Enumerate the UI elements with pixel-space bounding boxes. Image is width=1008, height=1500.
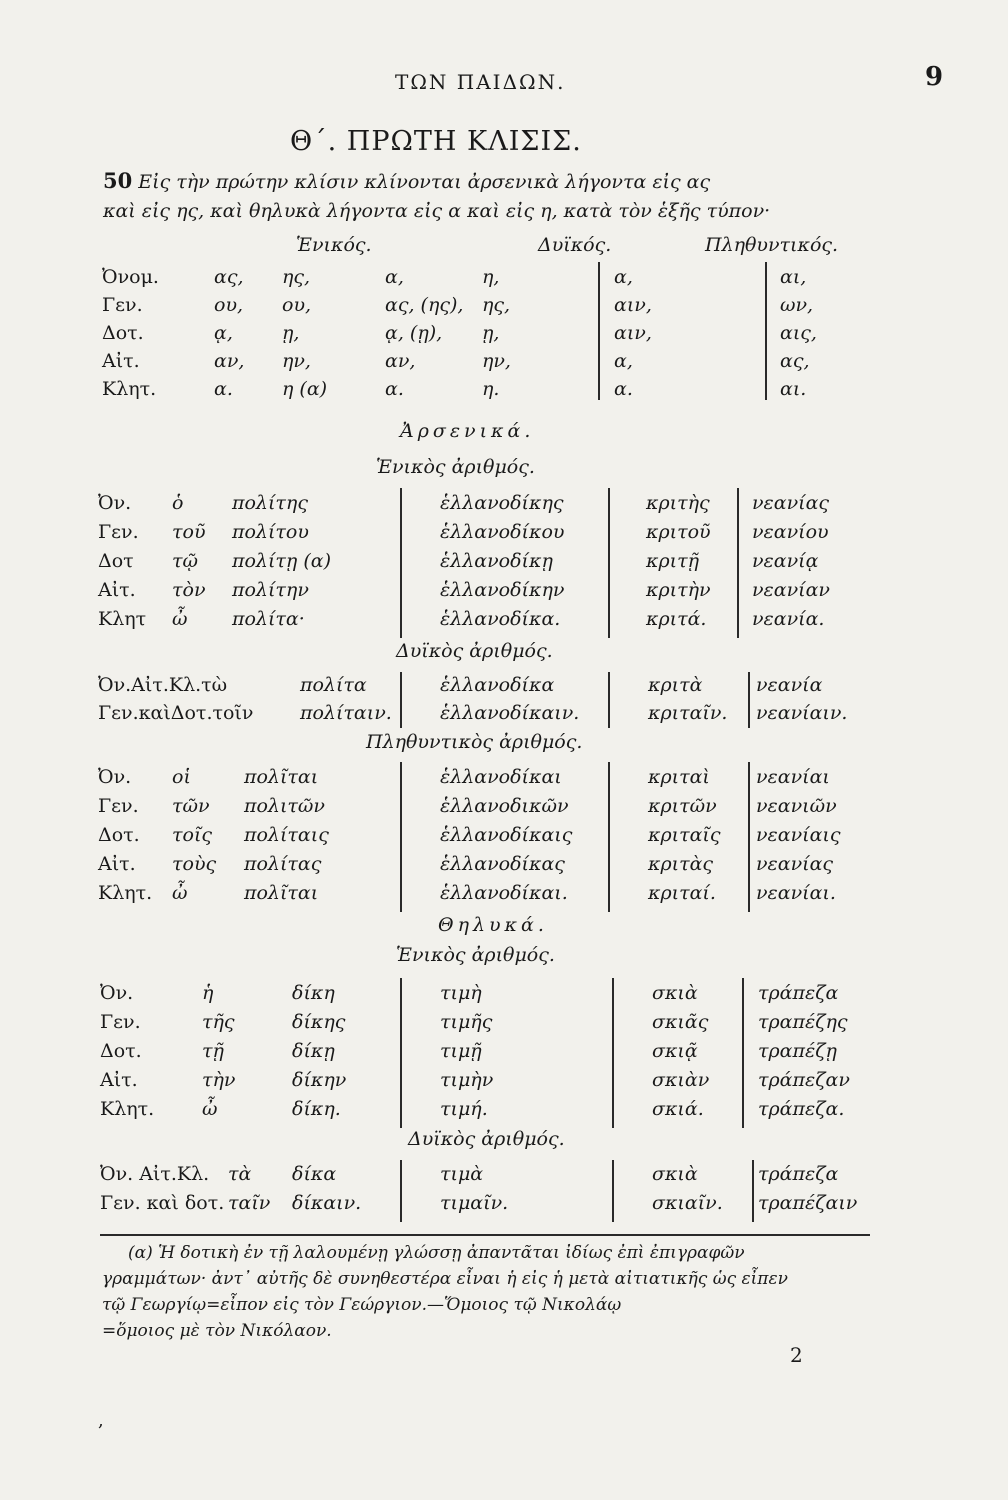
- endings-cell-f2: η.: [482, 378, 500, 400]
- masc-du-cell-case: Ὀν.Αἰτ.Κλ.τὼ: [98, 674, 228, 696]
- endings-cell-case: Ὀνομ.: [102, 266, 159, 288]
- masc-sg-divider-3: [737, 488, 739, 638]
- intro-text-1: Εἰς τὴν πρώτην κλίσιν κλίνονται ἀρσενικὰ λήγοντα εἰς ας: [138, 171, 711, 193]
- endings-cell-f2: η,: [482, 266, 500, 288]
- fem-sg-cell-w4: τράπεζαν: [758, 1069, 850, 1091]
- masculine-heading: Ἀρσενικά.: [400, 420, 535, 442]
- fem-sg-cell-article: τῆς: [202, 1011, 235, 1033]
- masc-sg-cell-w3: κριτοῦ: [646, 521, 711, 543]
- fem-sg-cell-case: Κλητ.: [100, 1098, 155, 1120]
- masc-pl-cell-w3: κριτῶν: [648, 795, 717, 817]
- endings-cell-m1: ου,: [214, 294, 244, 316]
- masc-pl-cell-case: Δοτ.: [98, 824, 140, 846]
- masc-pl-divider-2: [608, 762, 610, 912]
- fem-sg-cell-w4: τραπέζῃ: [758, 1040, 837, 1062]
- masc-pl-divider-3: [748, 762, 750, 912]
- masc-sg-cell-w1: πολίτην: [232, 579, 309, 601]
- masc-pl-cell-w3: κριταῖς: [648, 824, 721, 846]
- intro-line-2: καὶ εἰς ης, καὶ θηλυκὰ λήγοντα εἰς α καὶ εἰς η, κατὰ τὸν ἑξῆς τύπον·: [103, 200, 771, 222]
- masc-pl-cell-case: Ὀν.: [98, 766, 132, 788]
- fem-du-cell-w3: σκιὰ: [652, 1163, 698, 1185]
- endings-cell-case: Κλητ.: [102, 378, 157, 400]
- masc-du-cell-w4: νεανία: [756, 674, 823, 696]
- endings-cell-f1: ας, (ης),: [385, 294, 464, 316]
- endings-cell-dual: αιν,: [614, 322, 652, 344]
- masc-pl-cell-w2: ἑλλανοδίκαι.: [440, 882, 568, 904]
- masc-pl-cell-w3: κριταὶ: [648, 766, 710, 788]
- fem-sg-cell-w3: σκιά.: [652, 1098, 704, 1120]
- fem-sg-cell-w3: σκιᾷ: [652, 1040, 698, 1062]
- fem-du-cell-article: τὰ: [228, 1163, 252, 1185]
- masc-sg-cell-w4: νεανίου: [752, 521, 829, 543]
- masc-sg-cell-case: Αἰτ.: [98, 579, 136, 601]
- masc-du-divider-1: [400, 672, 402, 728]
- endings-cell-m2: η (α): [282, 378, 328, 400]
- footnote-rule: [100, 1234, 870, 1236]
- endings-cell-f2: ης,: [482, 294, 511, 316]
- masc-pl-cell-article: οἱ: [172, 766, 191, 788]
- endings-cell-m1: ας,: [214, 266, 244, 288]
- running-title: ΤΩΝ ΠΑΙΔΩΝ.: [395, 70, 566, 94]
- masc-sg-cell-w2: ἑλλανοδίκου: [440, 521, 565, 543]
- fem-sg-cell-article: ἡ: [202, 982, 214, 1004]
- endings-cell-m2: ου,: [282, 294, 312, 316]
- endings-header-singular: Ἑνικός.: [296, 234, 372, 256]
- masc-pl-cell-w2: ἑλλανοδίκας: [440, 853, 565, 875]
- masc-du-cell-case: Γεν.καὶΔοτ.τοῖν: [98, 702, 254, 724]
- endings-cell-m1: ᾳ,: [214, 322, 233, 344]
- margin-mark: ,: [98, 1410, 104, 1431]
- footnote-line-1: (α) Ἡ δοτικὴ ἐν τῇ λαλουμένῃ γλώσσῃ ἀπαντᾶται ἰδίως ἐπὶ ἐπιγραφῶν: [128, 1243, 745, 1263]
- fem-sg-cell-article: ὦ: [202, 1098, 218, 1120]
- masc-pl-cell-w4: νεανίαι: [756, 766, 830, 788]
- fem-sg-cell-w2: τιμῇ: [440, 1040, 482, 1062]
- fem-sg-cell-case: Ὀν.: [100, 982, 134, 1004]
- masc-pl-cell-w2: ἑλλανοδικῶν: [440, 795, 569, 817]
- fem-du-cell-w2: τιμὰ: [440, 1163, 484, 1185]
- fem-sg-cell-w3: σκιᾶς: [652, 1011, 709, 1033]
- masc-pl-cell-w1: πολῖται: [244, 882, 319, 904]
- endings-cell-f1: αν,: [385, 350, 416, 372]
- fem-sg-cell-article: τῇ: [202, 1040, 224, 1062]
- masc-sg-cell-w2: ἑλλανοδίκα.: [440, 608, 561, 630]
- masc-pl-divider-1: [400, 762, 402, 912]
- fem-sg-cell-w3: σκιὰν: [652, 1069, 710, 1091]
- fem-singular-caption: Ἑνικὸς ἀριθμός.: [396, 944, 555, 966]
- masc-sg-cell-w2: ἑλλανοδίκῃ: [440, 550, 553, 572]
- masc-sg-cell-w1: πολίτῃ (α): [232, 550, 332, 572]
- endings-cell-m2: ην,: [282, 350, 311, 372]
- fem-du-cell-case: Ὀν. Αἰτ.Κλ.: [100, 1163, 210, 1185]
- endings-cell-m2: ῃ,: [282, 322, 300, 344]
- masc-du-cell-w1: πολίταιν.: [300, 702, 392, 724]
- masc-sg-cell-w3: κριτά.: [646, 608, 707, 630]
- fem-dual-caption: Δυϊκὸς ἀριθμός.: [408, 1128, 565, 1150]
- masc-pl-cell-w4: νεανίαι.: [756, 882, 836, 904]
- masc-pl-cell-w4: νεανίαις: [756, 824, 841, 846]
- fem-du-cell-w4: τράπεζα: [758, 1163, 839, 1185]
- masc-pl-cell-case: Κλητ.: [98, 882, 153, 904]
- masc-sg-cell-case: Δοτ: [98, 550, 134, 572]
- masc-sg-cell-w4: νεανία.: [752, 608, 825, 630]
- fem-du-cell-w1: δίκα: [292, 1163, 337, 1185]
- endings-cell-dual: α,: [614, 266, 633, 288]
- fem-du-cell-w2: τιμαῖν.: [440, 1192, 509, 1214]
- fem-sg-cell-w1: δίκης: [292, 1011, 346, 1033]
- fem-sg-divider-1: [400, 978, 402, 1128]
- endings-cell-dual: α.: [614, 378, 633, 400]
- footnote-line-4: =ὅμοιος μὲ τὸν Νικόλαον.: [102, 1321, 332, 1341]
- masc-pl-cell-w1: πολίτας: [244, 853, 322, 875]
- masc-du-cell-w4: νεανίαιν.: [756, 702, 848, 724]
- masc-sg-cell-w2: ἑλλανοδίκην: [440, 579, 565, 601]
- endings-divider-2: [765, 262, 767, 400]
- masc-sg-cell-article: τῷ: [172, 550, 199, 572]
- fem-sg-cell-w3: σκιὰ: [652, 982, 698, 1004]
- masc-sg-cell-w1: πολίτα·: [232, 608, 305, 630]
- masc-du-cell-w1: πολίτα: [300, 674, 367, 696]
- endings-header-plural: Πληθυντικός.: [705, 234, 839, 256]
- endings-cell-f1: ᾳ, (ῃ),: [385, 322, 443, 344]
- masc-pl-cell-article: τῶν: [172, 795, 210, 817]
- masc-dual-caption: Δυϊκὸς ἀριθμός.: [396, 640, 553, 662]
- masc-du-cell-w2: ἑλλανοδίκαιν.: [440, 702, 580, 724]
- endings-cell-f2: ην,: [482, 350, 511, 372]
- masc-plural-caption: Πληθυντικὸς ἀριθμός.: [366, 731, 583, 753]
- endings-cell-m1: αν,: [214, 350, 245, 372]
- endings-cell-case: Δοτ.: [102, 322, 144, 344]
- masc-sg-cell-w3: κριτὴς: [646, 492, 710, 514]
- page-number: 9: [925, 62, 944, 92]
- masc-pl-cell-article: τοῖς: [172, 824, 213, 846]
- endings-divider-1: [598, 262, 600, 400]
- fem-sg-cell-w1: δίκῃ: [292, 1040, 335, 1062]
- fem-du-divider-1: [400, 1160, 402, 1222]
- masc-pl-cell-w3: κριταί.: [648, 882, 716, 904]
- endings-cell-f1: α.: [385, 378, 404, 400]
- intro-line-1: [103, 168, 710, 193]
- signature-mark: 2: [790, 1343, 803, 1367]
- fem-du-cell-w3: σκιαῖν.: [652, 1192, 723, 1214]
- endings-cell-plural: ας,: [780, 350, 810, 372]
- fem-sg-cell-w4: τραπέζης: [758, 1011, 848, 1033]
- section-title: Θ΄. ΠΡΩΤΗ ΚΛΙΣΙΣ.: [290, 126, 582, 157]
- endings-header-dual: Δυϊκός.: [538, 234, 612, 256]
- masc-sg-cell-w3: κριτὴν: [646, 579, 711, 601]
- masc-sg-cell-case: Κλητ: [98, 608, 147, 630]
- endings-cell-plural: αι,: [780, 266, 807, 288]
- masc-du-cell-w2: ἑλλανοδίκα: [440, 674, 555, 696]
- masc-sg-cell-w4: νεανίᾳ: [752, 550, 819, 572]
- masc-du-cell-w3: κριταῖν.: [648, 702, 728, 724]
- masc-pl-cell-article: ὦ: [172, 882, 188, 904]
- fem-sg-cell-case: Δοτ.: [100, 1040, 142, 1062]
- masc-pl-cell-w2: ἑλλανοδίκαις: [440, 824, 573, 846]
- masc-pl-cell-w3: κριτὰς: [648, 853, 714, 875]
- endings-cell-plural: αι.: [780, 378, 807, 400]
- masc-pl-cell-w2: ἑλλανοδίκαι: [440, 766, 562, 788]
- masc-singular-caption: Ἑνικὸς ἀριθμός.: [376, 456, 535, 478]
- masc-du-divider-3: [748, 672, 750, 728]
- endings-cell-dual: α,: [614, 350, 633, 372]
- masc-pl-cell-case: Γεν.: [98, 795, 139, 817]
- masc-du-cell-w3: κριτὰ: [648, 674, 703, 696]
- masc-pl-cell-w1: πολίταις: [244, 824, 329, 846]
- masc-du-divider-2: [608, 672, 610, 728]
- endings-cell-dual: αιν,: [614, 294, 652, 316]
- masc-sg-cell-article: τὸν: [172, 579, 206, 601]
- masc-sg-cell-article: ὦ: [172, 608, 188, 630]
- fem-sg-cell-case: Αἰτ.: [100, 1069, 138, 1091]
- fem-sg-cell-w4: τράπεζα: [758, 982, 839, 1004]
- masc-sg-cell-w1: πολίτου: [232, 521, 309, 543]
- endings-cell-case: Γεν.: [102, 294, 143, 316]
- endings-cell-case: Αἰτ.: [102, 350, 140, 372]
- endings-cell-plural: αις,: [780, 322, 817, 344]
- masc-sg-cell-case: Γεν.: [98, 521, 139, 543]
- fem-du-cell-w4: τραπέζαιν: [758, 1192, 858, 1214]
- endings-cell-f1: α,: [385, 266, 404, 288]
- fem-sg-cell-case: Γεν.: [100, 1011, 141, 1033]
- masc-sg-cell-case: Ὀν.: [98, 492, 132, 514]
- masc-pl-cell-w1: πολιτῶν: [244, 795, 325, 817]
- endings-cell-m2: ης,: [282, 266, 311, 288]
- fem-sg-cell-w1: δίκην: [292, 1069, 347, 1091]
- fem-sg-cell-w2: τιμή.: [440, 1098, 488, 1120]
- masc-sg-cell-w2: ἑλλανοδίκης: [440, 492, 564, 514]
- fem-du-divider-3: [752, 1160, 754, 1222]
- masc-sg-cell-article: ὁ: [172, 492, 184, 514]
- masc-sg-cell-w4: νεανίαν: [752, 579, 830, 601]
- masc-sg-cell-w4: νεανίας: [752, 492, 830, 514]
- fem-sg-cell-w2: τιμὴν: [440, 1069, 494, 1091]
- fem-sg-cell-w4: τράπεζα.: [758, 1098, 845, 1120]
- masc-pl-cell-w1: πολῖται: [244, 766, 319, 788]
- masc-pl-cell-w4: νεανίας: [756, 853, 834, 875]
- fem-sg-divider-3: [742, 978, 744, 1128]
- fem-du-cell-w1: δίκαιν.: [292, 1192, 362, 1214]
- fem-sg-cell-w2: τιμὴ: [440, 982, 482, 1004]
- fem-sg-divider-2: [612, 978, 614, 1128]
- masc-sg-divider-2: [608, 488, 610, 638]
- masc-sg-divider-1: [400, 488, 402, 638]
- footnote-line-2: γραμμάτων· ἀντ᾽ αὐτῆς δὲ συνηθεστέρα εἶναι ἡ εἰς ἡ μετὰ αἰτιατικῆς ὡς εἶπεν: [102, 1269, 788, 1289]
- fem-sg-cell-w1: δίκη.: [292, 1098, 341, 1120]
- masc-sg-cell-w1: πολίτης: [232, 492, 308, 514]
- fem-sg-cell-w2: τιμῆς: [440, 1011, 493, 1033]
- fem-sg-cell-w1: δίκη: [292, 982, 335, 1004]
- masc-pl-cell-case: Αἰτ.: [98, 853, 136, 875]
- masc-sg-cell-w3: κριτῇ: [646, 550, 699, 572]
- footnote-line-3: τῷ Γεωργίῳ=εἶπον εἰς τὸν Γεώργιον.—Ὅμοιος τῷ Νικολάῳ: [102, 1295, 622, 1315]
- endings-cell-plural: ων,: [780, 294, 814, 316]
- feminine-heading: Θηλυκά.: [438, 914, 548, 936]
- masc-pl-cell-w4: νεανιῶν: [756, 795, 837, 817]
- fem-du-cell-case: Γεν. καὶ δοτ.: [100, 1192, 225, 1214]
- fem-du-cell-article: ταῖν: [228, 1192, 271, 1214]
- fem-du-divider-2: [612, 1160, 614, 1222]
- paragraph-number: 50: [103, 168, 133, 193]
- masc-sg-cell-article: τοῦ: [172, 521, 206, 543]
- fem-sg-cell-article: τὴν: [202, 1069, 236, 1091]
- endings-cell-m1: α.: [214, 378, 233, 400]
- masc-pl-cell-article: τοὺς: [172, 853, 217, 875]
- endings-cell-f2: ῃ,: [482, 322, 500, 344]
